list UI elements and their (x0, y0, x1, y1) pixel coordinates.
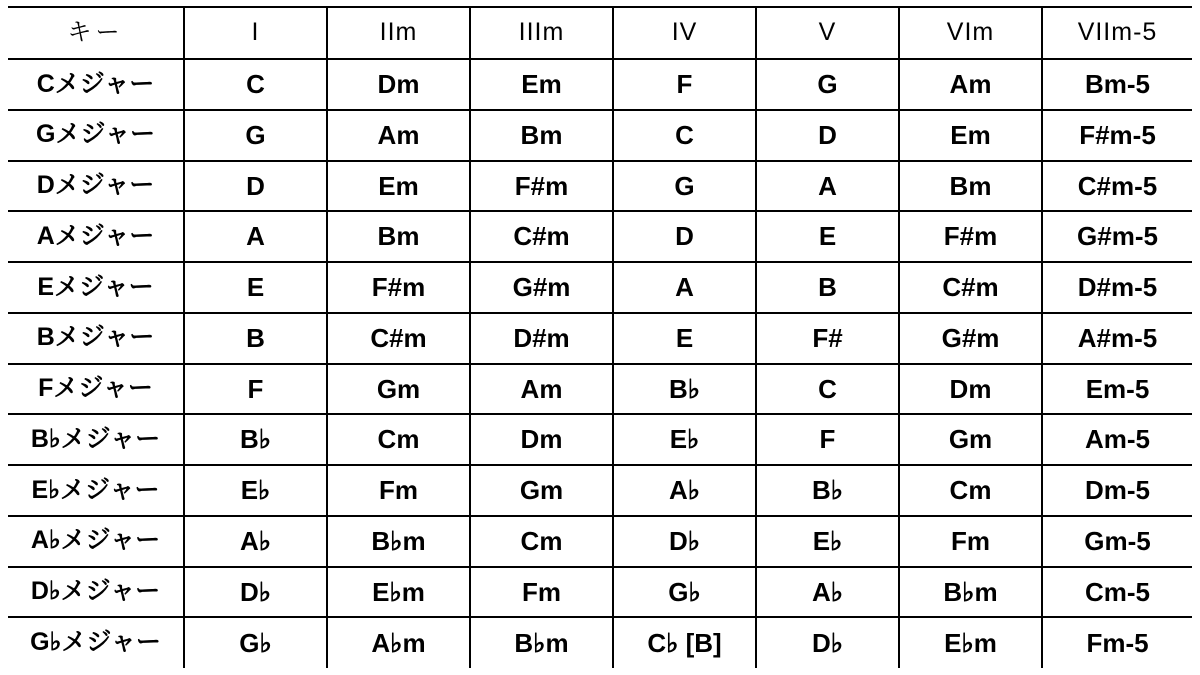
chord-cell: Cm (327, 414, 470, 465)
chord-cell: G (184, 110, 327, 161)
column-header-degree-7: VIIm-5 (1042, 7, 1192, 59)
table-row (8, 59, 1192, 110)
chord-cell: Gm (470, 465, 613, 516)
chord-cell: Am (327, 110, 470, 161)
chord-cell: C#m (470, 211, 613, 262)
key-label: Aメジャー (8, 211, 184, 262)
chord-cell: Dm-5 (1042, 465, 1192, 516)
chord-cell: F#m (899, 211, 1042, 262)
key-label: E♭メジャー (8, 465, 184, 516)
chord-cell: D (756, 110, 899, 161)
chord-cell: E♭ (184, 465, 327, 516)
chord-cell: A♭ (756, 567, 899, 618)
chord-cell: F (756, 414, 899, 465)
column-header-degree-4: IV (613, 7, 756, 59)
chord-cell: E♭ (613, 414, 756, 465)
chord-cell: Gm-5 (1042, 516, 1192, 567)
column-header-key: キー (8, 7, 184, 59)
table-row (8, 110, 1192, 161)
key-label: B♭メジャー (8, 414, 184, 465)
chord-cell: D♭ (613, 516, 756, 567)
table-row (8, 414, 1192, 465)
chord-cell: B♭m (899, 567, 1042, 618)
chord-cell: Em (899, 110, 1042, 161)
chord-cell: D (613, 211, 756, 262)
key-label: A♭メジャー (8, 516, 184, 567)
key-label: D♭メジャー (8, 567, 184, 618)
chord-cell: E♭ (756, 516, 899, 567)
chord-cell: Fm (899, 516, 1042, 567)
chord-cell: B (756, 262, 899, 313)
table-row (8, 465, 1192, 516)
chord-cell: B♭m (327, 516, 470, 567)
chord-cell: D#m-5 (1042, 262, 1192, 313)
chord-cell: Bm (470, 110, 613, 161)
table-row (8, 262, 1192, 313)
chord-cell: Am-5 (1042, 414, 1192, 465)
key-label: Gメジャー (8, 110, 184, 161)
chord-cell: Fm (470, 567, 613, 618)
chord-cell: B (184, 313, 327, 364)
chord-cell: B♭m (470, 617, 613, 668)
chord-cell: G#m (899, 313, 1042, 364)
chord-cell: Fm (327, 465, 470, 516)
chord-cell: B♭ (613, 364, 756, 415)
chord-cell: Dm (470, 414, 613, 465)
chord-cell: F#m (470, 161, 613, 212)
chord-cell: C♭ [B] (613, 617, 756, 668)
chord-cell: Em-5 (1042, 364, 1192, 415)
chord-cell: D (184, 161, 327, 212)
chord-cell: Cm (899, 465, 1042, 516)
chord-cell: Bm-5 (1042, 59, 1192, 110)
chord-cell: E (613, 313, 756, 364)
chord-cell: G♭ (184, 617, 327, 668)
chord-cell: C (756, 364, 899, 415)
key-label: Bメジャー (8, 313, 184, 364)
chord-cell: Cm (470, 516, 613, 567)
chord-cell: Gm (899, 414, 1042, 465)
chord-cell: F#m (327, 262, 470, 313)
column-header-degree-6: VIm (899, 7, 1042, 59)
chord-cell: C#m-5 (1042, 161, 1192, 212)
chord-cell: E♭m (327, 567, 470, 618)
chord-cell: D♭ (756, 617, 899, 668)
chord-cell: Dm (899, 364, 1042, 415)
chord-cell: Gm (327, 364, 470, 415)
chord-cell: Dm (327, 59, 470, 110)
chord-cell: A♭m (327, 617, 470, 668)
chord-cell: F# (756, 313, 899, 364)
chord-cell: E (184, 262, 327, 313)
chord-cell: B♭ (184, 414, 327, 465)
chord-cell: A (756, 161, 899, 212)
chord-cell: C (184, 59, 327, 110)
column-header-degree-3: IIIm (470, 7, 613, 59)
diatonic-chord-table (8, 6, 1192, 668)
chord-cell: F (184, 364, 327, 415)
column-header-degree-2: IIm (327, 7, 470, 59)
column-header-degree-5: V (756, 7, 899, 59)
chord-cell: G (613, 161, 756, 212)
chord-cell: A♭ (184, 516, 327, 567)
chord-cell: A (613, 262, 756, 313)
chord-cell: F#m-5 (1042, 110, 1192, 161)
chord-cell: Em (327, 161, 470, 212)
table-row (8, 567, 1192, 618)
table-row (8, 161, 1192, 212)
chord-cell: A (184, 211, 327, 262)
chord-cell: C (613, 110, 756, 161)
table-row (8, 617, 1192, 668)
key-label: Eメジャー (8, 262, 184, 313)
chord-cell: B♭ (756, 465, 899, 516)
chord-cell: Bm (327, 211, 470, 262)
chord-cell: G#m-5 (1042, 211, 1192, 262)
table-row (8, 516, 1192, 567)
chord-cell: D♭ (184, 567, 327, 618)
chord-cell: Fm-5 (1042, 617, 1192, 668)
table-row (8, 313, 1192, 364)
key-label: Fメジャー (8, 364, 184, 415)
chord-cell: G#m (470, 262, 613, 313)
chord-cell: E♭m (899, 617, 1042, 668)
chord-cell: G♭ (613, 567, 756, 618)
chord-cell: Cm-5 (1042, 567, 1192, 618)
table-header (8, 7, 1192, 59)
key-label: Cメジャー (8, 59, 184, 110)
table-body (8, 59, 1192, 668)
table-row (8, 211, 1192, 262)
chord-cell: Am (899, 59, 1042, 110)
chord-cell: A♭ (613, 465, 756, 516)
chord-cell: G (756, 59, 899, 110)
chord-cell: C#m (899, 262, 1042, 313)
table-header-row (8, 7, 1192, 59)
chord-cell: Bm (899, 161, 1042, 212)
chord-cell: A#m-5 (1042, 313, 1192, 364)
key-label: G♭メジャー (8, 617, 184, 668)
chord-cell: D#m (470, 313, 613, 364)
column-header-degree-1: I (184, 7, 327, 59)
chord-cell: F (613, 59, 756, 110)
key-label: Dメジャー (8, 161, 184, 212)
chord-cell: C#m (327, 313, 470, 364)
chord-cell: Em (470, 59, 613, 110)
chord-cell: Am (470, 364, 613, 415)
chord-cell: E (756, 211, 899, 262)
table-row (8, 364, 1192, 415)
